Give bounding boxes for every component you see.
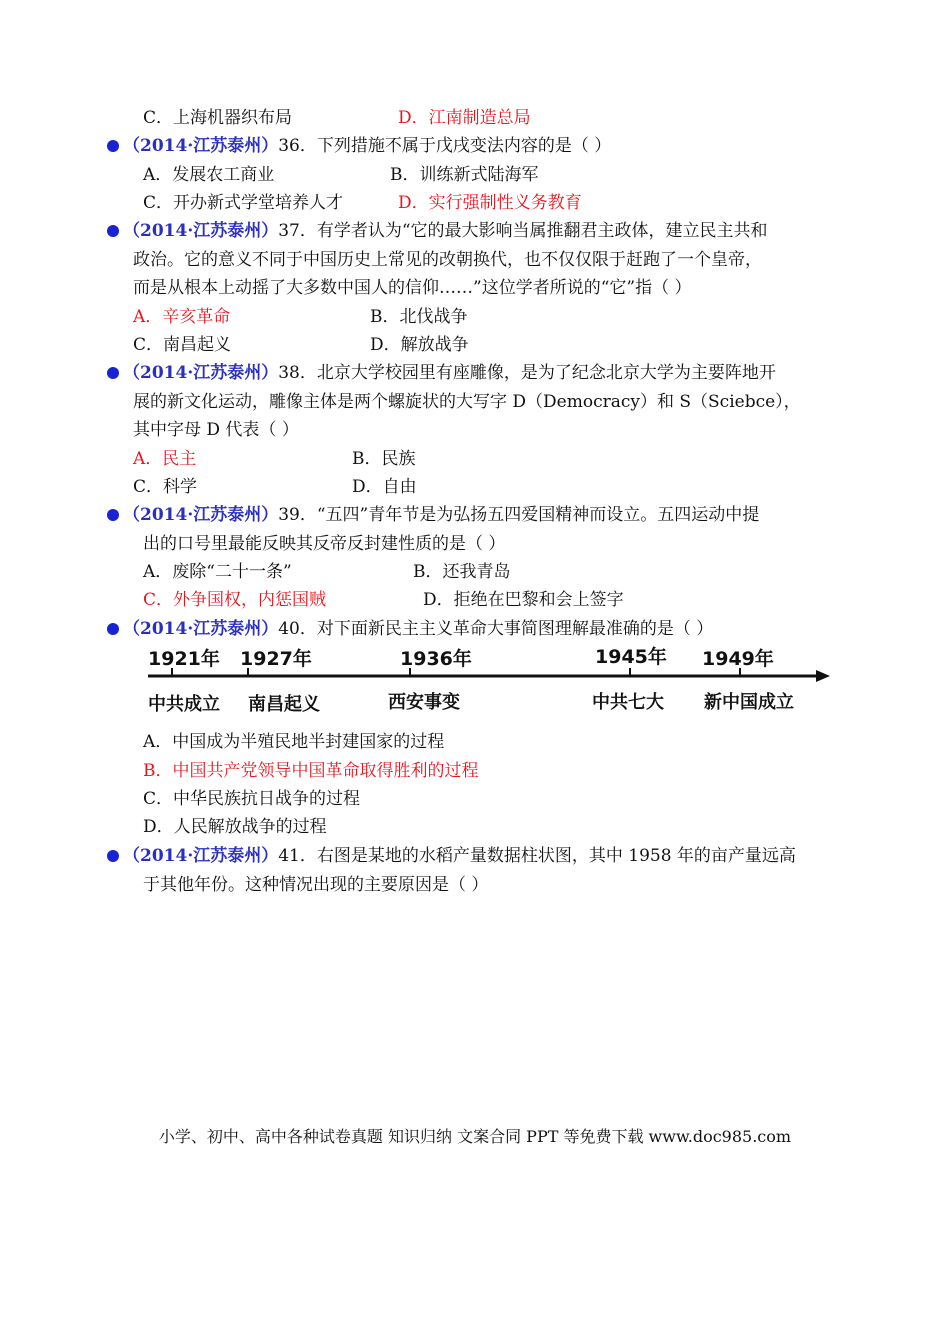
q40-option-a: A．中国成为半殖民地半封建国家的过程 [143, 732, 445, 752]
timeline-year-1921: 1921年 [148, 648, 220, 670]
q35-option-d-answer: D．江南制造总局 [398, 108, 531, 128]
q37-source: （2014·江苏泰州） [123, 221, 279, 241]
q36-stem [107, 134, 611, 158]
q38-stem-line1 [107, 361, 776, 385]
q39-option-b: B．还我青岛 [413, 562, 511, 582]
timeline-event-xian-incident: 西安事变 [388, 692, 460, 713]
timeline-event-prc-founded: 新中国成立 [704, 692, 794, 713]
q39-option-d: D．拒绝在巴黎和会上签字 [423, 590, 624, 610]
q36-source: （2014·江苏泰州） [123, 136, 279, 156]
q37-option-d: D．解放战争 [370, 335, 469, 355]
q40-question: 40．对下面新民主主义革命大事简图理解最准确的是（ ） [278, 619, 714, 639]
timeline-arrow-head-icon [816, 670, 830, 682]
timeline-diagram [140, 640, 840, 720]
q39-stem-line1 [107, 503, 759, 527]
q38-option-a-answer: A．民主 [133, 449, 197, 469]
bullet-icon [107, 623, 119, 635]
q39-stem-line2: 出的口号里最能反映其反帝反封建性质的是（ ） [143, 534, 506, 554]
q36-option-b: B．训练新式陆海军 [390, 165, 539, 185]
q37-option-a-answer: A．辛亥革命 [133, 307, 231, 327]
q36-option-d-answer: D．实行强制性义务教育 [398, 193, 582, 213]
bullet-icon [107, 509, 119, 521]
bullet-icon [107, 140, 119, 152]
timeline-event-nanchang-uprising: 南昌起义 [248, 694, 320, 715]
q40-option-c: C．中华民族抗日战争的过程 [143, 789, 361, 809]
timeline-year-1936: 1936年 [400, 648, 472, 670]
q37-option-b: B．北伐战争 [370, 307, 468, 327]
q41-stem-line2: 于其他年份。这种情况出现的主要原因是（ ） [143, 875, 489, 895]
q36-option-c: C．开办新式学堂培养人才 [143, 193, 344, 213]
timeline-year-1949: 1949年 [702, 648, 774, 670]
q37-stem-line3: 而是从根本上动摇了大多数中国人的信仰……”这位学者所说的“它”指（ ） [133, 278, 692, 298]
q38-source: （2014·江苏泰州） [123, 363, 279, 383]
q40-stem [107, 617, 713, 641]
q39-option-a: A．废除“二十一条” [143, 562, 292, 582]
q40-option-b-answer: B．中国共产党领导中国革命取得胜利的过程 [143, 761, 479, 781]
q41-stem-line1 [107, 844, 796, 868]
q38-option-d: D．自由 [352, 477, 417, 497]
q40-option-d: D．人民解放战争的过程 [143, 817, 327, 837]
bullet-icon [107, 367, 119, 379]
q39-source: （2014·江苏泰州） [123, 505, 279, 525]
timeline-event-ccp-founded: 中共成立 [148, 694, 220, 715]
timeline-year-1927: 1927年 [240, 648, 312, 670]
q39-option-c-answer: C．外争国权，内惩国贼 [143, 590, 327, 610]
timeline-event-seventh-congress: 中共七大 [592, 692, 664, 713]
bullet-icon [107, 850, 119, 862]
q37-question-part1: 37．有学者认为“它的最大影响当属推翻君主政体，建立民主共和 [278, 221, 768, 241]
q36-question: 36．下列措施不属于戊戌变法内容的是（ ） [278, 136, 612, 156]
q37-option-c: C．南昌起义 [133, 335, 232, 355]
q37-stem-line1 [107, 219, 768, 243]
q38-question-part1: 38．北京大学校园里有座雕像，是为了纪念北京大学为主要阵地开 [278, 363, 776, 383]
timeline-year-1945: 1945年 [595, 646, 667, 668]
q37-stem-line2: 政治。它的意义不同于中国历史上常见的改朝换代，也不仅仅限于赶跑了一个皇帝， [133, 250, 762, 270]
q36-option-a: A．发展农工商业 [143, 165, 275, 185]
q38-option-c: C．科学 [133, 477, 198, 497]
q39-question-part1: 39．“五四”青年节是为弘扬五四爱国精神而设立。五四运动中提 [278, 505, 760, 525]
q40-source: （2014·江苏泰州） [123, 619, 279, 639]
bullet-icon [107, 225, 119, 237]
q41-source: （2014·江苏泰州） [123, 846, 279, 866]
q41-question-part1: 41．右图是某地的水稻产量数据柱状图，其中 1958 年的亩产量远高 [278, 846, 796, 866]
q38-option-b: B．民族 [352, 449, 416, 469]
q38-stem-line3: 其中字母 D 代表（ ） [133, 420, 299, 440]
page-footer: 小学、初中、高中各种试卷真题 知识归纳 文案合同 PPT 等免费下载 www.doc985.com [158, 1127, 792, 1146]
q38-stem-line2: 展的新文化运动，雕像主体是两个螺旋状的大写字 D（Democracy）和 S（Sciebce）， [133, 392, 801, 412]
q35-option-c: C．上海机器织布局 [143, 108, 293, 128]
